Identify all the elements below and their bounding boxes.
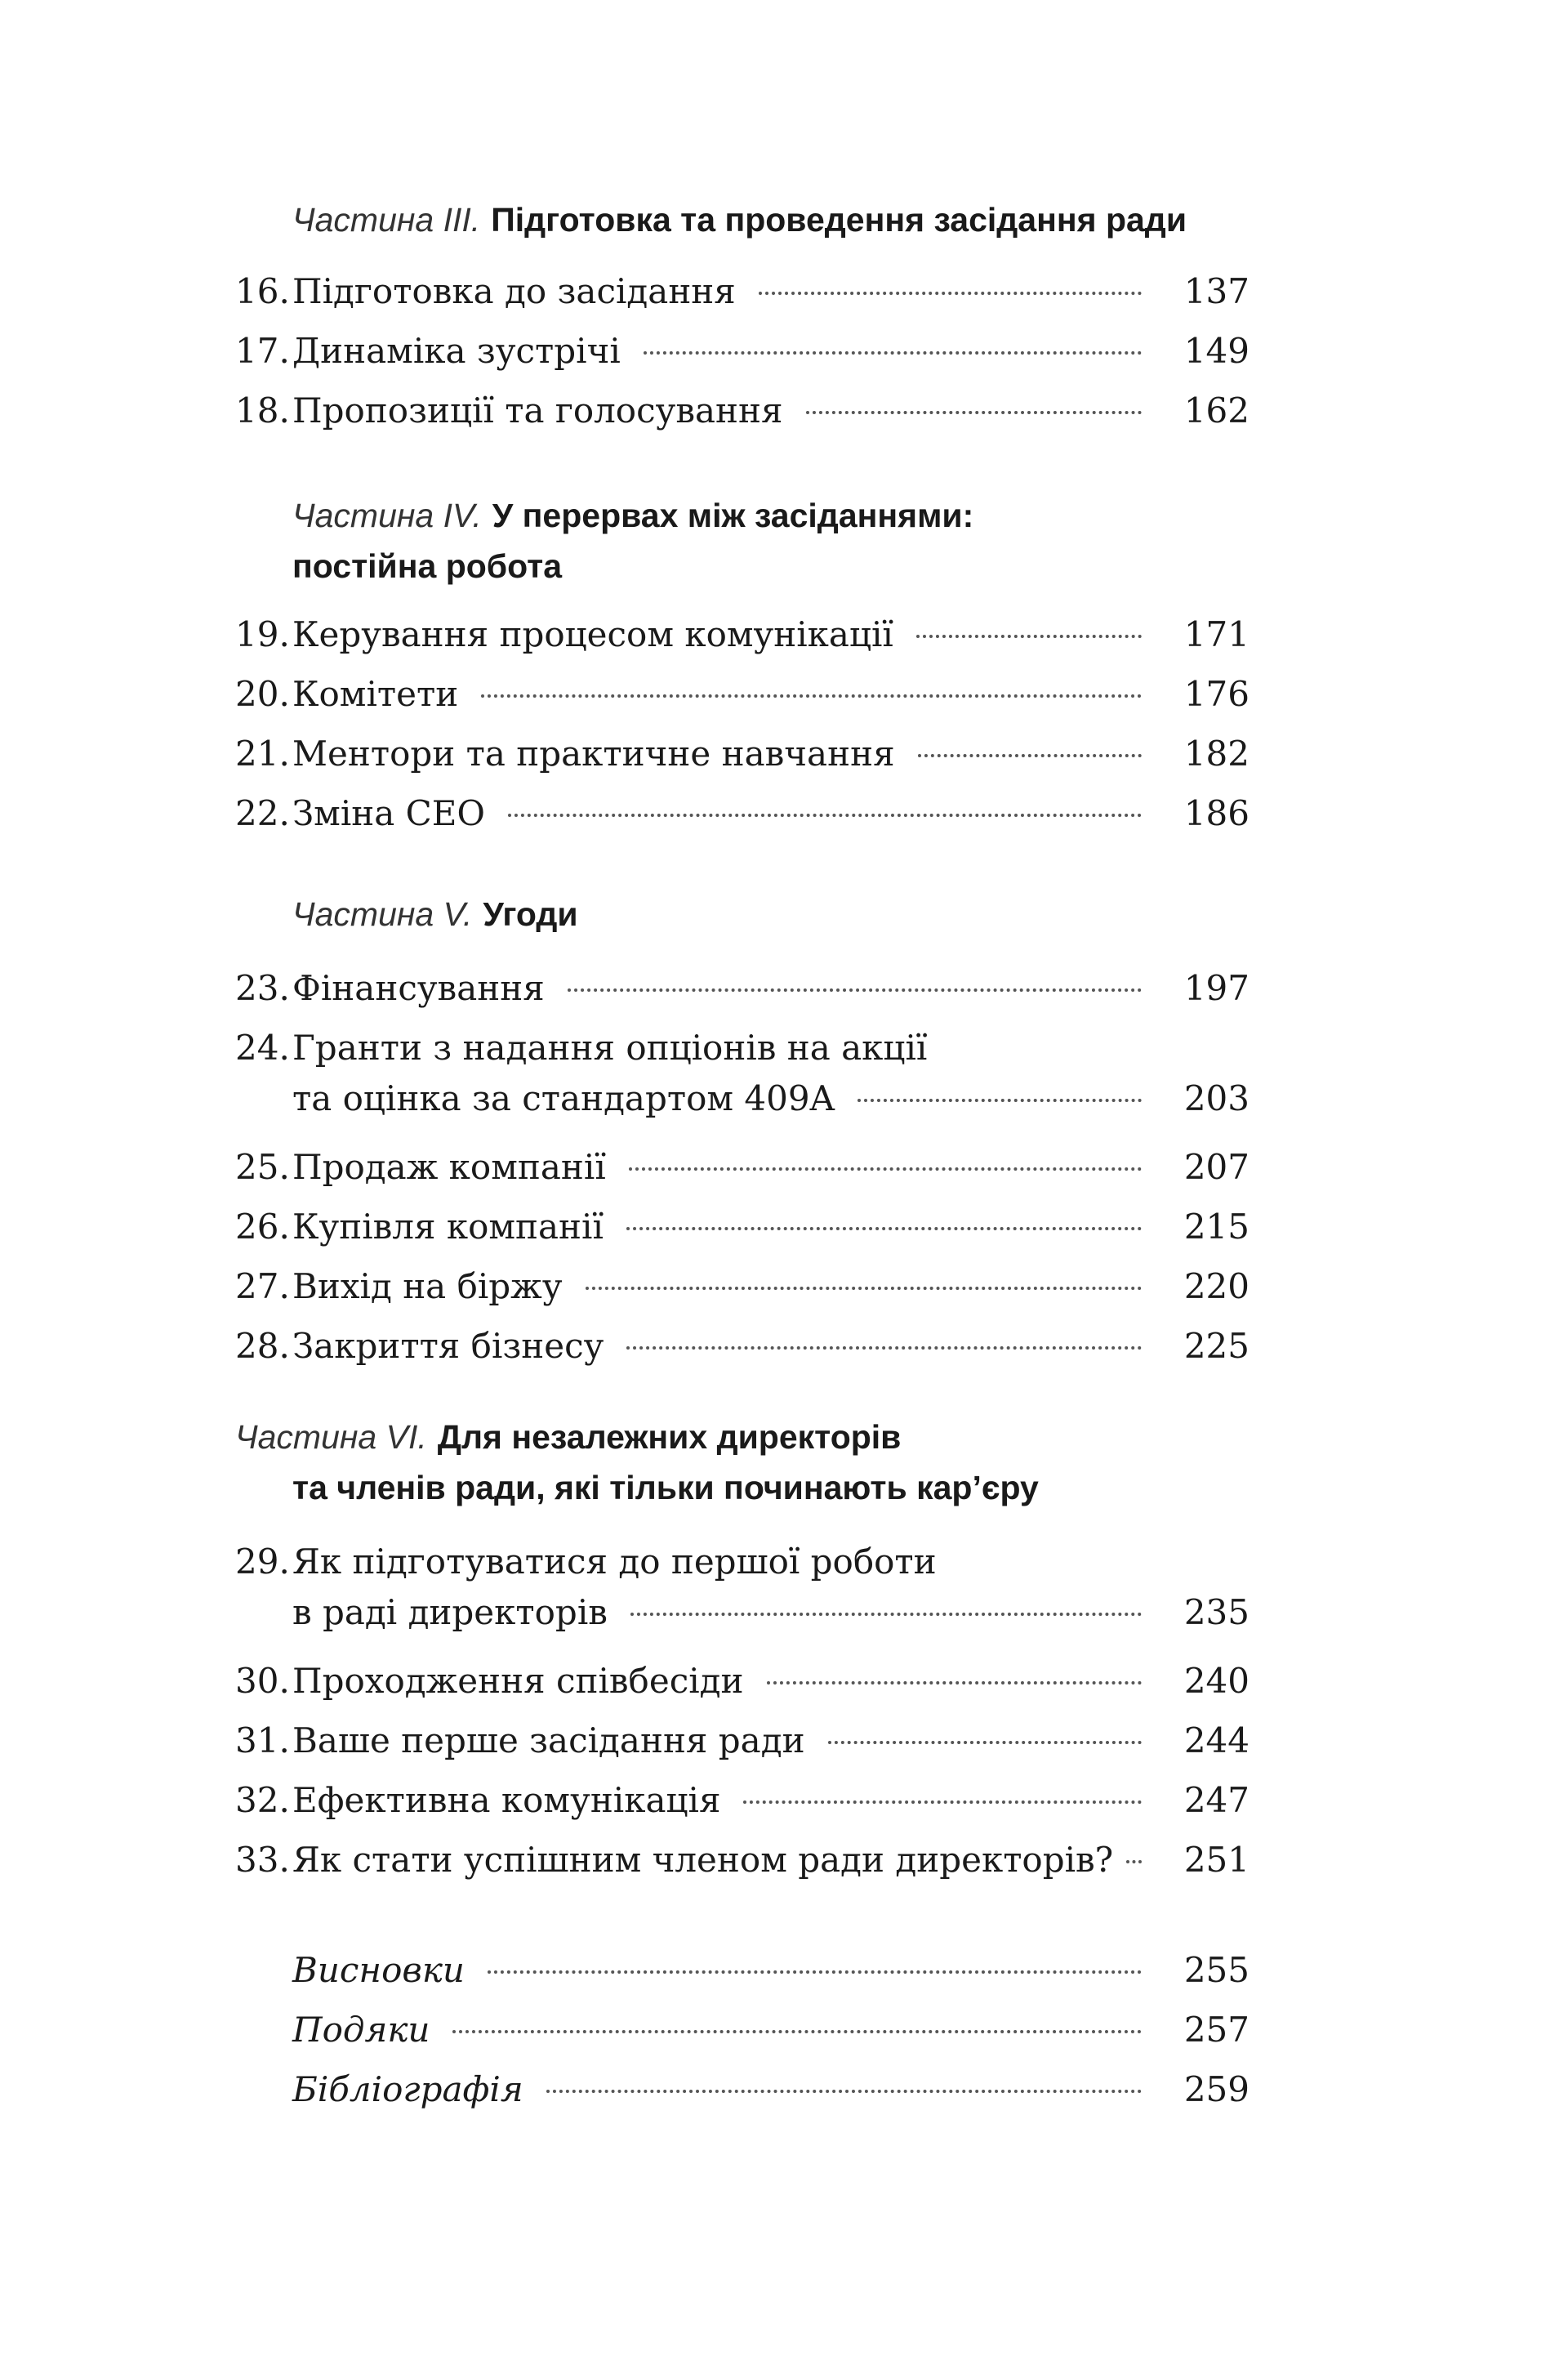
toc-entry[interactable] bbox=[235, 1316, 1250, 1377]
part-title: Угоди bbox=[483, 895, 578, 933]
toc-entry-row bbox=[235, 1316, 1250, 1377]
toc-entry-row bbox=[235, 1532, 1250, 1582]
toc-entry-row bbox=[235, 724, 1250, 784]
page-number: 240 bbox=[1183, 1661, 1250, 1701]
dot-leader bbox=[916, 635, 1142, 638]
toc-entry-row bbox=[235, 1651, 1250, 1711]
page-number: 207 bbox=[1183, 1147, 1250, 1187]
chapter-number: 17. bbox=[235, 331, 290, 371]
toc-entry[interactable] bbox=[235, 321, 1250, 382]
chapter-title: Продаж компанії bbox=[292, 1147, 606, 1187]
toc-entry-row bbox=[235, 321, 1250, 382]
toc-entry-row bbox=[235, 958, 1250, 1019]
chapter-title: Вихід на біржу bbox=[292, 1266, 563, 1306]
page-number: 149 bbox=[1183, 331, 1250, 371]
chapter-number: 31. bbox=[235, 1720, 290, 1760]
page-number: 235 bbox=[1183, 1592, 1250, 1632]
part-heading bbox=[292, 889, 1272, 939]
toc-entry[interactable] bbox=[235, 1137, 1250, 1198]
part-title: У перервах між засіданнями: bbox=[492, 497, 974, 534]
chapter-number: 23. bbox=[235, 968, 290, 1008]
chapter-number: 28. bbox=[235, 1326, 290, 1366]
part-heading-line bbox=[292, 490, 1272, 541]
part-label: Частина VI. bbox=[235, 1418, 427, 1456]
page-number: 176 bbox=[1183, 674, 1250, 714]
chapter-title: Купівля компанії bbox=[292, 1207, 604, 1247]
page-number: 251 bbox=[1183, 1840, 1250, 1880]
page-number: 203 bbox=[1183, 1078, 1250, 1118]
toc-entry[interactable] bbox=[235, 261, 1250, 322]
chapter-title: Гранти з надання опціонів на акції bbox=[292, 1028, 928, 1068]
toc-entry[interactable] bbox=[235, 1651, 1250, 1711]
part-label: Частина III. bbox=[292, 201, 481, 239]
part-heading-line bbox=[235, 1462, 1215, 1513]
toc-entry-row bbox=[235, 2000, 1250, 2060]
toc-entry-row bbox=[235, 1830, 1250, 1890]
toc-entry-row bbox=[235, 1256, 1250, 1317]
toc-entry[interactable] bbox=[235, 381, 1250, 441]
page-number: 215 bbox=[1183, 1207, 1250, 1247]
chapter-number: 29. bbox=[235, 1542, 290, 1582]
chapter-title: Ваше перше засідання ради bbox=[292, 1720, 805, 1760]
page-number: 197 bbox=[1183, 968, 1250, 1008]
back-matter-title: Подяки bbox=[292, 2010, 430, 2050]
page-number: 255 bbox=[1183, 1950, 1250, 1990]
part-title: постійна робота bbox=[292, 547, 563, 585]
dot-leader bbox=[1126, 1860, 1142, 1863]
dot-leader bbox=[586, 1287, 1142, 1290]
chapter-title: Зміна CEO bbox=[292, 793, 485, 833]
chapter-number: 16. bbox=[235, 271, 290, 311]
page-number: 182 bbox=[1183, 734, 1250, 774]
chapter-title: Як стати успішним членом ради директорів? bbox=[292, 1840, 1114, 1880]
back-matter-entry[interactable] bbox=[235, 2059, 1250, 2120]
part-heading-line bbox=[292, 889, 1272, 939]
dot-leader bbox=[858, 1099, 1142, 1102]
page-number: 162 bbox=[1183, 390, 1250, 431]
toc-entry[interactable] bbox=[235, 783, 1250, 844]
part-title: та членів ради, які тільки починають кар’єру bbox=[292, 1469, 1039, 1506]
toc-entry[interactable] bbox=[235, 1770, 1250, 1831]
dot-leader bbox=[629, 1167, 1142, 1171]
part-heading-line bbox=[292, 194, 1272, 245]
toc-entry[interactable] bbox=[235, 1711, 1250, 1771]
chapter-number: 18. bbox=[235, 390, 290, 431]
chapter-number: 25. bbox=[235, 1147, 290, 1187]
chapter-number: 26. bbox=[235, 1207, 290, 1247]
back-matter-title: Висновки bbox=[292, 1950, 465, 1990]
dot-leader bbox=[568, 988, 1142, 992]
dot-leader bbox=[743, 1800, 1142, 1804]
toc-entry-row bbox=[235, 1069, 1250, 1129]
chapter-title: Керування процесом комунікації bbox=[292, 614, 893, 654]
dot-leader bbox=[626, 1346, 1142, 1350]
chapter-number: 30. bbox=[235, 1661, 290, 1701]
chapter-number: 32. bbox=[235, 1780, 290, 1820]
toc-entry-row bbox=[235, 1770, 1250, 1831]
page-number: 244 bbox=[1183, 1720, 1250, 1760]
toc-entry[interactable] bbox=[235, 664, 1250, 725]
dot-leader bbox=[918, 754, 1142, 757]
page-number: 259 bbox=[1183, 2069, 1250, 2109]
dot-leader bbox=[546, 2090, 1142, 2093]
toc-entry-row bbox=[235, 664, 1250, 725]
page-number: 247 bbox=[1183, 1780, 1250, 1820]
page-number: 186 bbox=[1183, 793, 1250, 833]
toc-entry-row bbox=[235, 1711, 1250, 1771]
toc-entry-row bbox=[235, 261, 1250, 322]
toc-entry[interactable] bbox=[235, 1532, 1250, 1643]
chapter-title: Пропозиції та голосування bbox=[292, 390, 783, 431]
dot-leader bbox=[759, 292, 1142, 295]
chapter-title: Проходження співбесіди bbox=[292, 1661, 744, 1701]
toc-entry-row bbox=[235, 1018, 1250, 1069]
toc-entry-row bbox=[235, 2059, 1250, 2120]
back-matter-entry[interactable] bbox=[235, 1940, 1250, 2001]
chapter-title: та оцінка за стандартом 409A bbox=[292, 1078, 835, 1118]
page-number: 220 bbox=[1183, 1266, 1250, 1306]
toc-entry[interactable] bbox=[235, 1018, 1250, 1129]
chapter-title: в раді директорів bbox=[292, 1592, 608, 1632]
part-heading bbox=[292, 490, 1272, 591]
dot-leader bbox=[828, 1741, 1142, 1744]
back-matter-title: Бібліографія bbox=[292, 2069, 523, 2109]
part-heading-line bbox=[292, 541, 1272, 591]
chapter-title: Як підготуватися до першої роботи bbox=[292, 1542, 937, 1582]
dot-leader bbox=[644, 351, 1142, 355]
chapter-title: Ефективна комунікація bbox=[292, 1780, 721, 1820]
toc-entry[interactable] bbox=[235, 724, 1250, 784]
chapter-number: 19. bbox=[235, 614, 290, 654]
toc-entry[interactable] bbox=[235, 958, 1250, 1019]
chapter-number: 21. bbox=[235, 734, 290, 774]
dot-leader bbox=[508, 814, 1142, 817]
part-title: Для незалежних директорів bbox=[437, 1418, 902, 1456]
dot-leader bbox=[630, 1613, 1142, 1616]
part-label: Частина IV. bbox=[292, 497, 482, 534]
dot-leader bbox=[481, 694, 1142, 698]
page-number: 171 bbox=[1183, 614, 1250, 654]
chapter-number: 24. bbox=[235, 1028, 290, 1068]
page-number: 225 bbox=[1183, 1326, 1250, 1366]
chapter-number: 22. bbox=[235, 793, 290, 833]
part-heading bbox=[235, 1412, 1215, 1513]
part-heading bbox=[292, 194, 1272, 245]
toc-entry-row bbox=[235, 783, 1250, 844]
part-heading-line bbox=[235, 1412, 1215, 1462]
toc-entry-row bbox=[235, 381, 1250, 441]
chapter-title: Динаміка зустрічі bbox=[292, 331, 621, 371]
chapter-number: 33. bbox=[235, 1840, 290, 1880]
chapter-title: Комітети bbox=[292, 674, 459, 714]
chapter-title: Закриття бізнесу bbox=[292, 1326, 604, 1366]
toc-entry-row bbox=[235, 1137, 1250, 1198]
dot-leader bbox=[806, 411, 1143, 414]
dot-leader bbox=[488, 1970, 1142, 1974]
part-title: Підготовка та проведення засідання ради bbox=[491, 201, 1187, 239]
toc-entry[interactable] bbox=[235, 1830, 1250, 1890]
part-label: Частина V. bbox=[292, 895, 473, 933]
page-number: 257 bbox=[1183, 2010, 1250, 2050]
chapter-title: Підготовка до засідання bbox=[292, 271, 736, 311]
toc-entry[interactable] bbox=[235, 1256, 1250, 1317]
chapter-number: 27. bbox=[235, 1266, 290, 1306]
back-matter-entry[interactable] bbox=[235, 2000, 1250, 2060]
toc-entry[interactable] bbox=[235, 605, 1250, 665]
page-number: 137 bbox=[1183, 271, 1250, 311]
toc-entry-row bbox=[235, 1940, 1250, 2001]
chapter-number: 20. bbox=[235, 674, 290, 714]
dot-leader bbox=[626, 1227, 1142, 1230]
toc-entry-row bbox=[235, 1197, 1250, 1257]
chapter-title: Фінансування bbox=[292, 968, 545, 1008]
dot-leader bbox=[452, 2030, 1142, 2033]
dot-leader bbox=[767, 1681, 1142, 1684]
toc-entry-row bbox=[235, 605, 1250, 665]
chapter-title: Ментори та практичне навчання bbox=[292, 734, 895, 774]
toc-entry[interactable] bbox=[235, 1197, 1250, 1257]
